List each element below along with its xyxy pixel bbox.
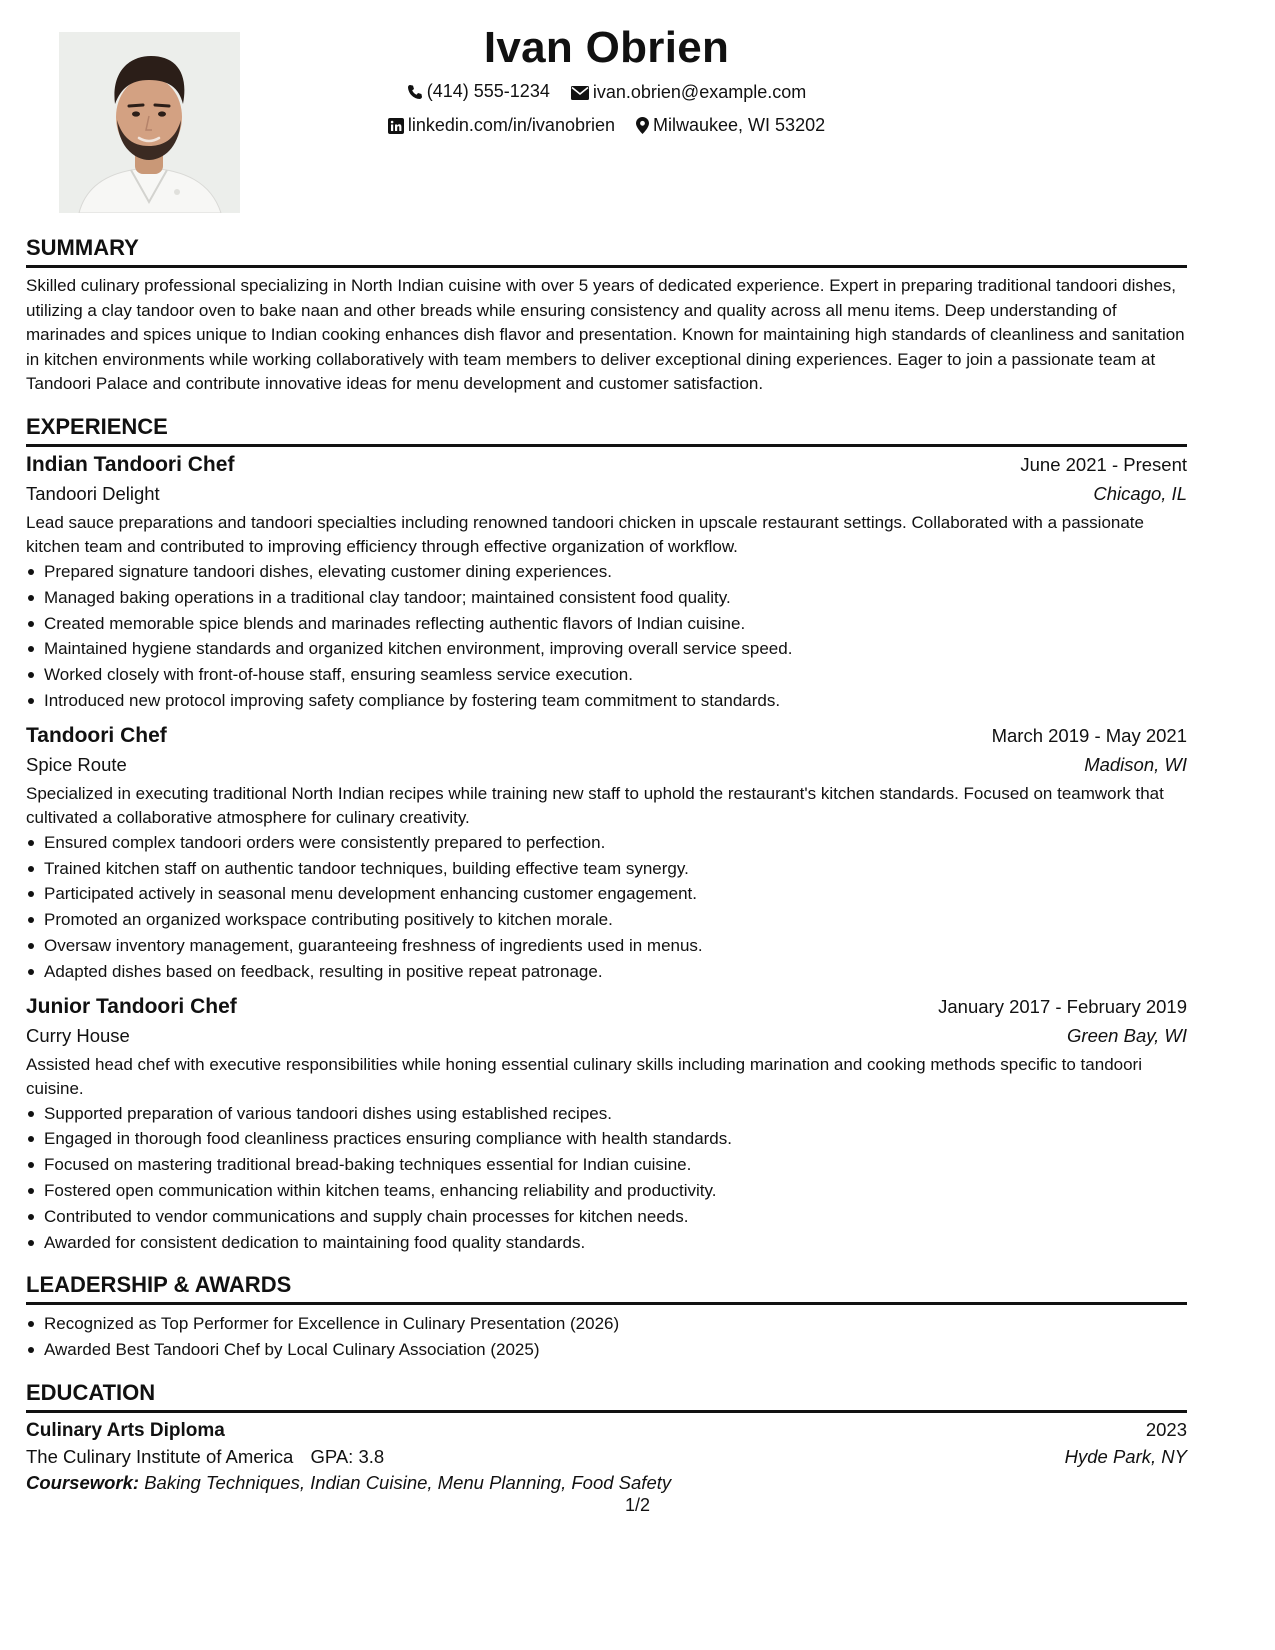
job-entry <box>26 724 1187 985</box>
coursework-text: Baking Techniques, Indian Cuisine, Menu Planning, Food Safety <box>144 1471 672 1493</box>
phone-text: (414) 555-1234 <box>426 81 550 101</box>
job-title-row <box>26 724 1187 748</box>
job-bullets <box>26 830 1187 985</box>
list-item: Adapted dishes based on feedback, resulting in positive repeat patronage. <box>44 959 1187 985</box>
contact-line-2 <box>26 110 1187 144</box>
email-text: ivan.obrien@example.com <box>592 82 807 102</box>
phone-icon <box>407 84 423 100</box>
school-name: The Culinary Institute of America <box>26 1445 294 1467</box>
contact-location <box>636 110 825 141</box>
job-description: Lead sauce preparations and tandoori specialties including renowned tandoori chicken in upscale restaurant settings. Collaborated with a passionate kitchen team and contributed to improving efficiency through effective organization of workflow. <box>26 512 1144 556</box>
job-company: Spice Route <box>26 753 127 775</box>
list-item: Awarded for consistent dedication to maintaining food quality standards. <box>44 1230 1187 1256</box>
job-company-row <box>26 754 1187 776</box>
education-year: 2023 <box>1145 1418 1187 1440</box>
experience-heading: EXPERIENCE <box>26 413 1187 447</box>
education-school-row <box>26 1446 1187 1468</box>
education-section <box>26 1379 1187 1494</box>
job-description: Assisted head chef with executive responsibilities while honing essential culinary skills including marination and cooking methods specific to tandoori cuisine. <box>26 1054 1142 1098</box>
summary-section <box>26 234 1187 397</box>
job-description: Specialized in executing traditional North Indian recipes while training new staff to uphold the restaurant's kitchen standards. Focused on teamwork that cultivated a collaborative atmosphere for culinary creativity. <box>26 783 1164 827</box>
list-item: Fostered open communication within kitchen teams, enhancing reliability and productivity. <box>44 1178 1187 1204</box>
job-location: Chicago, IL <box>1093 482 1187 504</box>
list-item: Focused on mastering traditional bread-baking techniques essential for Indian cuisine. <box>44 1152 1187 1178</box>
list-item: Supported preparation of various tandoori dishes using established recipes. <box>44 1101 1187 1127</box>
education-degree-row <box>26 1419 1187 1442</box>
job-company-row <box>26 483 1187 505</box>
list-item: Awarded Best Tandoori Chef by Local Culinary Association (2025) <box>44 1337 1187 1363</box>
summary-text: Skilled culinary professional specializing in North Indian cuisine with over 5 years of dedicated experience. Expert in preparing traditional tandoori dishes, utilizing a clay tandoor oven to bake naan and other breads while ensuring consistency and quality across all menu items. Deep understanding of marinades and spices unique to Indian cooking enhances dish flavor and presentation. Known for maintaining high standards of cleanliness and sanitation in kitchen environments while working collaboratively with team members to deliver exceptional dining experiences. Eager to join a passionate team at Tandoori Palace and contribute innovative ideas for menu development and customer satisfaction. <box>26 276 1185 394</box>
list-item: Recognized as Top Performer for Excellence in Culinary Presentation (2026) <box>44 1311 1187 1337</box>
gpa: GPA: 3.8 <box>310 1445 385 1467</box>
contact-linkedin <box>388 110 615 141</box>
name-block <box>26 20 1187 144</box>
location-text: Milwaukee, WI 53202 <box>653 114 826 135</box>
coursework-line <box>26 1472 1187 1494</box>
job-title-row <box>26 995 1187 1019</box>
job-dates: January 2017 - February 2019 <box>938 995 1187 1017</box>
job-entry <box>26 995 1187 1256</box>
page-number: 1/2 <box>624 1495 651 1515</box>
job-company-row <box>26 1025 1187 1047</box>
list-item: Promoted an organized workspace contributing positively to kitchen morale. <box>44 907 1187 933</box>
contact-email <box>571 77 806 108</box>
list-item: Introduced new protocol improving safety compliance by fostering team commitment to standards. <box>44 688 1187 714</box>
summary-heading: SUMMARY <box>26 234 1187 268</box>
job-location: Green Bay, WI <box>1067 1024 1187 1046</box>
list-item: Ensured complex tandoori orders were consistently prepared to perfection. <box>44 830 1187 856</box>
list-item: Maintained hygiene standards and organized kitchen environment, improving overall service speed. <box>44 636 1187 662</box>
job-bullets <box>26 559 1187 714</box>
job-title: Junior Tandoori Chef <box>26 994 237 1018</box>
job-dates: March 2019 - May 2021 <box>991 724 1187 746</box>
awards-heading: LEADERSHIP & AWARDS <box>26 1271 1187 1305</box>
awards-list <box>26 1311 1187 1363</box>
list-item: Engaged in thorough food cleanliness practices ensuring compliance with health standards. <box>44 1126 1187 1152</box>
coursework-label: Coursework: <box>26 1471 140 1493</box>
job-title: Indian Tandoori Chef <box>26 452 235 476</box>
education-location: Hyde Park, NY <box>1064 1445 1187 1467</box>
linkedin-icon <box>388 118 404 134</box>
contact-phone <box>407 76 550 107</box>
job-company: Tandoori Delight <box>26 482 160 504</box>
contact-line-1 <box>26 76 1187 110</box>
experience-section <box>26 413 1187 1255</box>
list-item: Prepared signature tandoori dishes, elevating customer dining experiences. <box>44 559 1187 585</box>
list-item: Trained kitchen staff on authentic tandoor techniques, building effective team synergy. <box>44 856 1187 882</box>
candidate-name: Ivan Obrien <box>483 23 730 72</box>
linkedin-text: linkedin.com/in/ivanobrien <box>407 115 615 135</box>
job-entry <box>26 453 1187 714</box>
job-location: Madison, WI <box>1084 753 1187 775</box>
job-title: Tandoori Chef <box>26 723 167 747</box>
school-line <box>26 1446 384 1468</box>
job-bullets <box>26 1101 1187 1256</box>
education-heading: EDUCATION <box>26 1379 1187 1413</box>
list-item: Worked closely with front-of-house staff, ensuring seamless service execution. <box>44 662 1187 688</box>
degree-title: Culinary Arts Diploma <box>26 1419 225 1441</box>
awards-section <box>26 1271 1187 1363</box>
list-item: Participated actively in seasonal menu development enhancing customer engagement. <box>44 881 1187 907</box>
resume-header <box>26 0 1187 212</box>
list-item: Created memorable spice blends and marinades reflecting authentic flavors of Indian cuisine. <box>44 611 1187 637</box>
list-item: Oversaw inventory management, guaranteeing freshness of ingredients used in menus. <box>44 933 1187 959</box>
list-item: Contributed to vendor communications and supply chain processes for kitchen needs. <box>44 1204 1187 1230</box>
envelope-icon <box>571 86 589 100</box>
job-title-row <box>26 453 1187 477</box>
list-item: Managed baking operations in a traditional clay tandoor; maintained consistent food quality. <box>44 585 1187 611</box>
map-pin-icon <box>636 117 649 134</box>
job-company: Curry House <box>26 1024 130 1046</box>
job-dates: June 2021 - Present <box>1020 453 1187 475</box>
